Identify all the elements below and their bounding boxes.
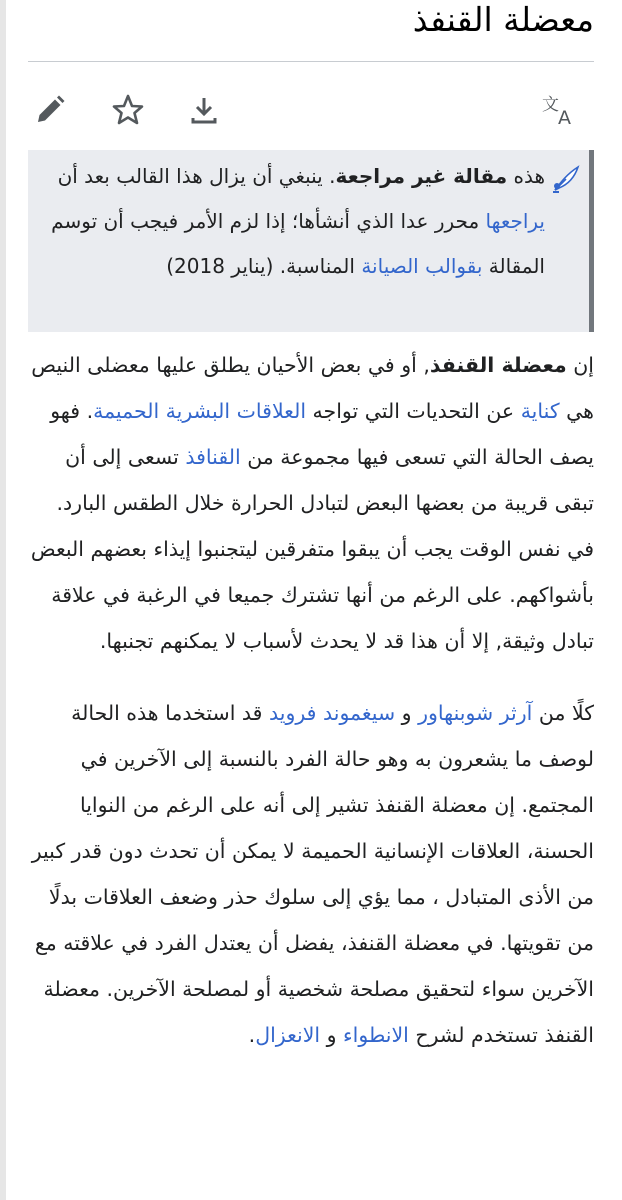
metaphor-link[interactable]: كناية bbox=[520, 399, 560, 423]
page-title: معضلة القنفذ bbox=[28, 0, 594, 62]
language-button[interactable] bbox=[542, 92, 594, 132]
pencil-icon bbox=[33, 93, 67, 131]
download-button[interactable] bbox=[184, 92, 224, 132]
paragraph-text: . bbox=[248, 1023, 256, 1047]
translate-icon bbox=[542, 93, 591, 131]
notice-text: محرر عدا الذي أنشأها؛ إذا لزم الأمر فيجب أن توسم المقالة bbox=[51, 209, 545, 278]
article-subject-bold: معضلة القنفذ bbox=[429, 353, 567, 377]
paragraph-text: كلًا من bbox=[532, 701, 594, 725]
left-edge bbox=[0, 0, 6, 1200]
notice-text: هذه bbox=[507, 164, 545, 188]
edit-button[interactable] bbox=[30, 92, 70, 132]
schopenhauer-link[interactable]: آرثر شوبنهاور bbox=[418, 701, 533, 725]
paragraph-text: إن bbox=[566, 353, 594, 377]
paragraph-text: و bbox=[395, 701, 419, 725]
isolation-link[interactable]: الانعزال bbox=[255, 1023, 321, 1047]
notice-text: . ينبغي أن يزال هذا القالب بعد أن bbox=[57, 164, 336, 188]
paragraph-2 bbox=[28, 690, 594, 1058]
article-page bbox=[28, 0, 594, 1047]
svg-text:文: 文 bbox=[542, 95, 559, 115]
article-content bbox=[28, 342, 594, 1058]
paragraph-text: تسعى إلى أن تبقى قريبة من بعضها البعض لتبادل الحرارة خلال الطقس البارد. في نفس الوقت يجب أن يبقوا متفرقين ليتجنبوا إيذاء بعضهم البعض بأشواكهم. على الرغم من أنها تشترك جميعا في الرغبة في علاقة تبادل وثيقة, إلا أن هذا قد لا يحدث لأسباب لا يمكنهم تجنبها. bbox=[30, 445, 594, 653]
review-link[interactable]: يراجعها bbox=[485, 209, 545, 233]
paragraph-text: عن التحديات التي تواجه bbox=[306, 399, 521, 423]
hedgehogs-link[interactable]: القنافذ bbox=[185, 445, 241, 469]
paragraph-text: و bbox=[320, 1023, 344, 1047]
paragraph-text: , أو في بعض الأحيان يطلق عليها معضلى النيص هي bbox=[31, 353, 594, 423]
paragraph-1 bbox=[28, 342, 594, 664]
watch-star-button[interactable] bbox=[108, 92, 148, 132]
download-icon bbox=[187, 93, 221, 131]
paragraph-text: . فهو يصف الحالة التي تسعى فيها مجموعة من bbox=[50, 399, 594, 469]
introversion-link[interactable]: الانطواء bbox=[343, 1023, 409, 1047]
quill-icon bbox=[551, 164, 581, 194]
svg-text:A: A bbox=[558, 107, 571, 129]
notice-text: المناسبة. (يناير 2018) bbox=[166, 254, 362, 278]
notice-bold: مقالة غير مراجعة bbox=[335, 164, 508, 188]
intimate-relationships-link[interactable]: العلاقات البشرية الحميمة bbox=[93, 399, 307, 423]
unreviewed-article-notice bbox=[28, 150, 594, 332]
paragraph-text: قد استخدما هذه الحالة لوصف ما يشعرون به وهو حالة الفرد بالنسبة إلى الآخرين في المجتمع. إن معضلة القنفذ تشير إلى أنه على الرغم من النوايا الحسنة، العلاقات الإنسانية الحميمة لا يمكن أن تحدث دون قدر كبير من الأذى المتبادل ، مما يؤي إلى سلوك حذر وضعف العلاقات بدلًا من تقويتها. في معضلة القنفذ، يفضل أن يعتدل الفرد في علاقته مع الآخرين سواء لتحقيق مصلحة شخصية أو لمصلحة الآخرين. معضلة القنفذ تستخدم لشرح bbox=[31, 701, 594, 1047]
star-icon bbox=[111, 93, 145, 131]
maintenance-templates-link[interactable]: بقوالب الصيانة bbox=[361, 254, 483, 278]
freud-link[interactable]: سيغموند فرويد bbox=[268, 701, 396, 725]
